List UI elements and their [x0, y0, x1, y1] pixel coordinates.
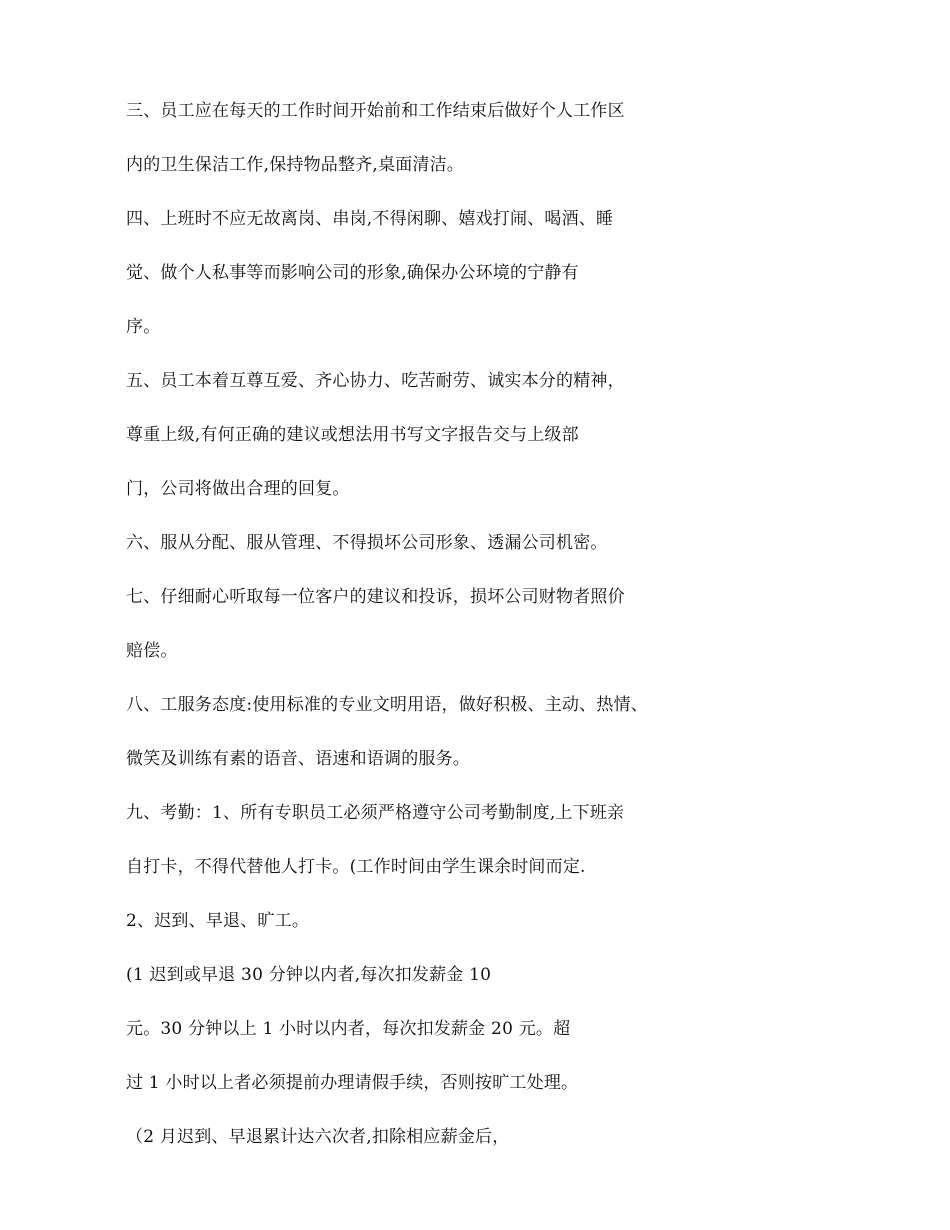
- text-line: 八、工服务态度:使用标准的专业文明用语，做好积极、主动、热情、: [126, 695, 648, 715]
- text-line: 五、员工本着互尊互爱、齐心协力、吃苦耐劳、诚实本分的精神，: [126, 371, 625, 391]
- text-line: 自打卡，不得代替他人打卡。(工作时间由学生课余时间而定.: [126, 857, 586, 877]
- text-line: (1 迟到或早退 30 分钟以内者,每次扣发薪金 10: [126, 965, 492, 985]
- text-line: 元。30 分钟以上 1 小时以内者，每次扣发薪金 20 元。超: [126, 1019, 571, 1039]
- text-line: （2 月迟到、早退累计达六次者,扣除相应薪金后，: [126, 1127, 510, 1147]
- text-line: 觉、做个人私事等而影响公司的形象,确保办公环境的宁静有: [126, 263, 579, 283]
- text-line: 门，公司将做出合理的回复。: [126, 479, 350, 499]
- text-line: 2、迟到、早退、旷工。: [126, 911, 310, 931]
- text-line: 三、员工应在每天的工作时间开始前和工作结束后做好个人工作区: [126, 101, 625, 121]
- text-line: 六、服从分配、服从管理、不得损坏公司形象、透漏公司机密。: [126, 533, 608, 553]
- text-line: 过 1 小时以上者必须提前办理请假手续，否则按旷工处理。: [126, 1073, 579, 1093]
- text-line: 七、仔细耐心听取每一位客户的建议和投诉，损坏公司财物者照价: [126, 587, 625, 607]
- text-line: 赔偿。: [126, 641, 178, 661]
- text-line: 九、考勤：1、所有专职员工必须严格遵守公司考勤制度,上下班亲: [126, 803, 625, 823]
- text-line: 序。: [126, 317, 161, 337]
- text-line: 四、上班时不应无故离岗、串岗,不得闲聊、嬉戏打闹、喝酒、睡: [126, 209, 614, 229]
- text-line: 内的卫生保洁工作,保持物品整齐,桌面清洁。: [126, 155, 465, 175]
- text-line: 微笑及训练有素的语音、语速和语调的服务。: [126, 749, 470, 769]
- text-line: 尊重上级,有何正确的建议或想法用书写文字报告交与上级部: [126, 425, 579, 445]
